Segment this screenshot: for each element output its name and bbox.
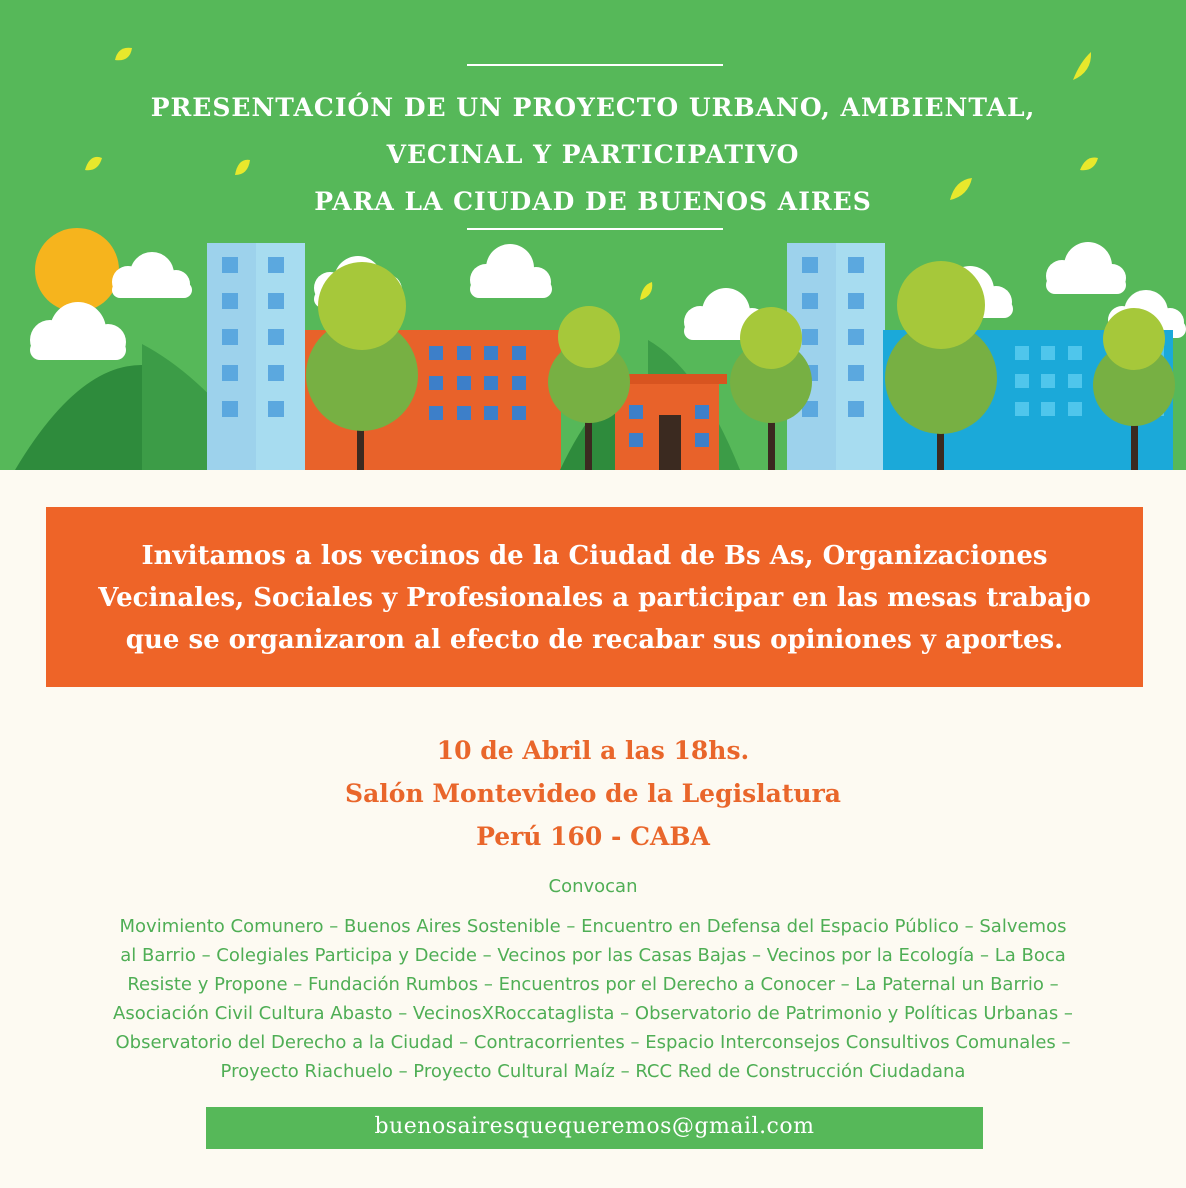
invitation-banner bbox=[46, 507, 1143, 687]
invitation-line: que se organizaron al efecto de recabar sus opiniones y aportes. bbox=[125, 625, 1064, 655]
organizations-line: al Barrio – Colegiales Participa y Decide – Vecinos por las Casas Bajas – Vecinos por la Ecología – La Boca bbox=[120, 945, 1066, 966]
leaf-icon bbox=[1073, 52, 1091, 80]
event-details bbox=[193, 729, 993, 858]
title-line: VECINAL Y PARTICIPATIVO bbox=[386, 140, 800, 169]
organizations-line: Movimiento Comunero – Buenos Aires Sostenible – Encuentro en Defensa del Espacio Público – Salvemos bbox=[119, 916, 1067, 937]
leaf-icon bbox=[115, 48, 132, 61]
cloud-icon bbox=[1046, 242, 1126, 294]
invitation-line: Invitamos a los vecinos de la Ciudad de Bs As, Organizaciones bbox=[141, 541, 1048, 571]
organizations-line: Proyecto Riachuelo – Proyecto Cultural Maíz – RCC Red de Construcción Ciudadana bbox=[220, 1061, 966, 1082]
title-divider-bottom bbox=[467, 228, 723, 230]
contact-email[interactable]: buenosairesquequeremos@gmail.com bbox=[374, 1114, 815, 1139]
cloud-icon bbox=[470, 244, 552, 298]
page-title bbox=[93, 84, 1093, 225]
city-illustration bbox=[0, 0, 1186, 470]
sun-icon bbox=[35, 228, 119, 312]
organizations-line: Observatorio del Derecho a la Ciudad – Contracorrientes – Espacio Interconsejos Consultivos Comunales – bbox=[115, 1032, 1071, 1053]
building-tower-left bbox=[207, 243, 305, 470]
cloud-icon bbox=[112, 252, 192, 298]
email-banner bbox=[206, 1107, 983, 1149]
organizations-list bbox=[13, 912, 1173, 1086]
title-line: PRESENTACIÓN DE UN PROYECTO URBANO, AMBIENTAL, bbox=[150, 93, 1036, 122]
title-line: PARA LA CIUDAD DE BUENOS AIRES bbox=[314, 187, 872, 216]
event-address: Perú 160 - CABA bbox=[476, 822, 710, 851]
leaf-icon bbox=[640, 282, 652, 300]
cloud-icon bbox=[30, 302, 126, 360]
event-date: 10 de Abril a las 18hs. bbox=[436, 736, 750, 765]
invitation-line: Vecinales, Sociales y Profesionales a participar en las mesas trabajo bbox=[98, 583, 1091, 613]
event-venue: Salón Montevideo de la Legislatura bbox=[345, 779, 841, 808]
organizations-line: Resiste y Propone – Fundación Rumbos – Encuentros por el Derecho a Conocer – La Paternal un Barrio – bbox=[127, 974, 1059, 995]
invitation-text bbox=[46, 535, 1143, 661]
organizations-line: Asociación Civil Cultura Abasto – VecinosXRoccataglista – Observatorio de Patrimonio y Políticas Urbanas – bbox=[113, 1003, 1073, 1024]
convocan-label: Convocan bbox=[548, 876, 638, 897]
title-divider-top bbox=[467, 64, 723, 66]
